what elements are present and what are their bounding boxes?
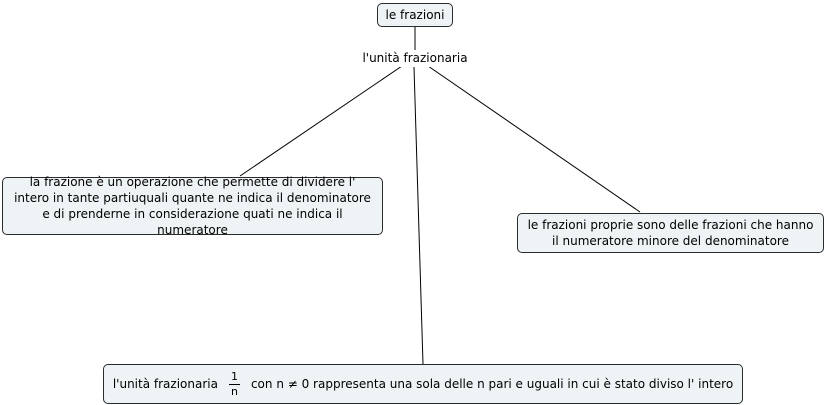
concept-node-root[interactable]: [377, 3, 453, 27]
unit-fraction-prefix: l'unità frazionaria: [112, 377, 218, 391]
definition-text: la frazione è un operazione che permette di dividere l' intero in tante partiuquali quante ne indica il denominatore e di prenderne in considerazione quati ne indica il numeratore: [14, 175, 371, 237]
proper-fractions-text: le frazioni proprie sono delle frazioni che hanno il numeratore minore del denominatore: [527, 218, 814, 248]
connector-phrase-to-left: [240, 66, 402, 176]
unit-fraction-row: [113, 371, 733, 398]
concept-node-unit-fraction[interactable]: [103, 364, 743, 404]
linking-phrase[interactable]: [355, 50, 475, 67]
root-label: le frazioni: [385, 8, 445, 22]
concept-node-proper-fractions[interactable]: [517, 213, 824, 253]
linking-phrase-label: l'unità frazionaria: [362, 51, 468, 65]
fraction-denominator: n: [230, 384, 238, 398]
unit-fraction-suffix: con n ≠ 0 rappresenta una sola delle n pari e uguali in cui è stato diviso l' intero: [250, 377, 734, 391]
fraction-1-over-n: [224, 371, 245, 398]
concept-node-definition[interactable]: [2, 177, 383, 235]
fraction-numerator: 1: [230, 369, 238, 383]
connector-phrase-to-bottom: [414, 67, 423, 364]
connector-phrase-to-right: [428, 66, 640, 212]
